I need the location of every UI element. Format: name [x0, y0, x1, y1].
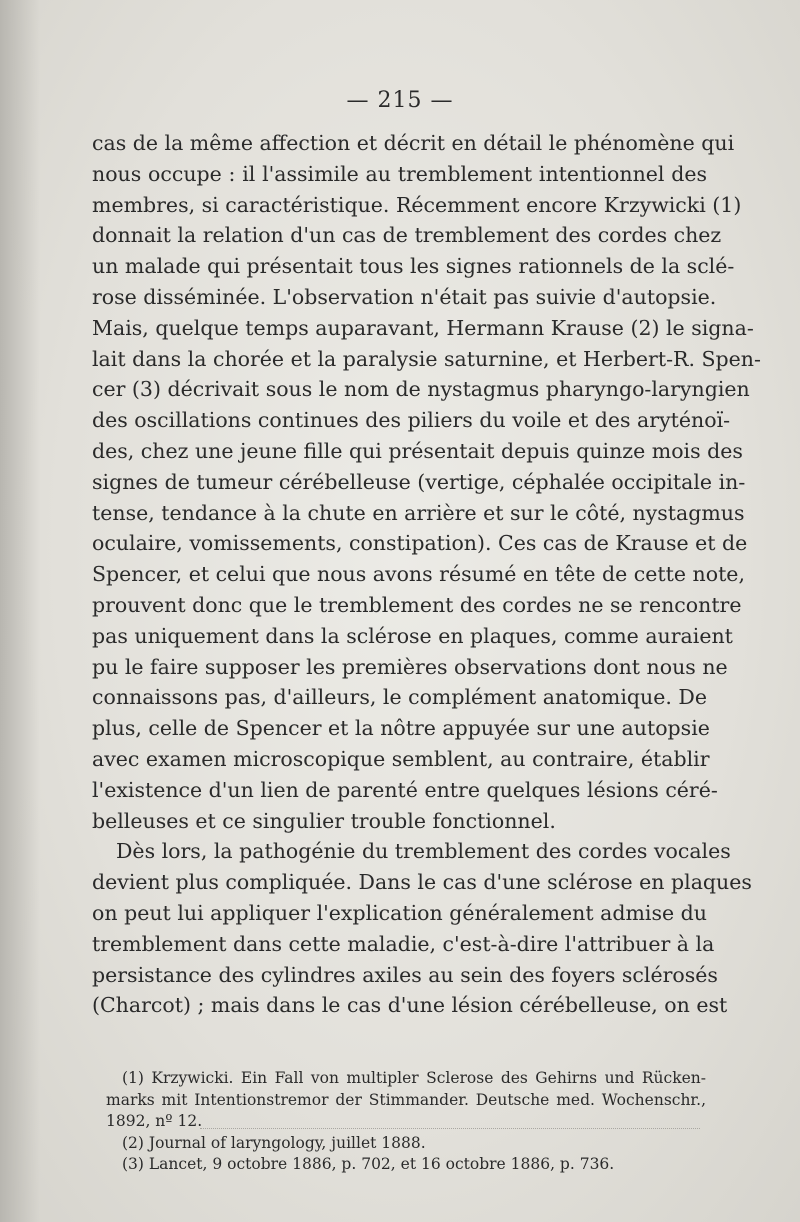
footnote-line: (1) Krzywicki. Ein Fall von multipler Sclerose des Gehirns und Rücken- — [122, 1069, 706, 1087]
text-line: donnait la relation d'un cas de tremblement des cordes chez — [92, 223, 722, 248]
text-line: avec examen microscopique semblent, au contraire, établir — [92, 746, 710, 771]
text-line: (Charcot) ; mais dans le cas d'une lésion cérébelleuse, on est — [92, 993, 728, 1018]
footnote-line: marks mit Intentionstremor der Stimmander. Deutsche med. Wochenschr., — [106, 1090, 706, 1109]
text-line: plus, celle de Spencer et la nôtre appuyée sur une autopsie — [92, 716, 710, 741]
page-number: — 215 — — [346, 88, 454, 113]
body-text — [92, 128, 761, 1021]
text-line: des oscillations continues des piliers du voile et des aryténoï- — [92, 408, 731, 433]
text-line: un malade qui présentait tous les signes rationnels de la sclé- — [92, 254, 735, 279]
text-line: tense, tendance à la chute en arrière et sur le côté, nystagmus — [92, 500, 745, 525]
text-line: cer (3) décrivait sous le nom de nystagmus pharyngo-laryngien — [92, 377, 750, 402]
text-line: devient plus compliquée. Dans le cas d'une sclérose en plaques — [92, 870, 752, 895]
text-line: l'existence d'un lien de parenté entre quelques lésions céré- — [92, 777, 718, 802]
text-line: pu le faire supposer les premières observations dont nous ne — [92, 654, 728, 679]
text-line: belleuses et ce singulier trouble fonctionnel. — [92, 808, 556, 833]
text-line: des, chez une jeune fille qui présentait depuis quinze mois des — [92, 438, 743, 463]
footnote-line: (2) Journal of laryngology, juillet 1888. — [122, 1133, 426, 1152]
text-line: lait dans la chorée et la paralysie saturnine, et Herbert-R. Spen- — [92, 346, 761, 371]
text-line: Mais, quelque temps auparavant, Hermann Krause (2) le signa- — [92, 315, 754, 340]
text-line: rose disséminée. L'observation n'était pas suivie d'autopsie. — [92, 284, 717, 309]
text-line: connaissons pas, d'ailleurs, le complément anatomique. De — [92, 685, 707, 710]
text-line: Spencer, et celui que nous avons résumé en tête de cette note, — [92, 562, 745, 587]
footnote-line: (3) Lancet, 9 octobre 1886, p. 702, et 16 octobre 1886, p. 736. — [122, 1155, 615, 1173]
text-line: prouvent donc que le tremblement des cordes ne se rencontre — [92, 592, 742, 617]
text-line: pas uniquement dans la sclérose en plaques, comme auraient — [92, 623, 733, 648]
text-line: signes de tumeur cérébelleuse (vertige, céphalée occipitale in- — [92, 469, 746, 494]
text-line: nous occupe : il l'assimile au tremblement intentionnel des — [92, 161, 707, 186]
footnote-line: 1892, nº 12. — [106, 1112, 203, 1130]
text-line: on peut lui appliquer l'explication généralement admise du — [92, 900, 707, 925]
text-line: persistance des cylindres axiles au sein des foyers sclérosés — [92, 962, 718, 987]
footnotes — [106, 1068, 706, 1176]
text-line: oculaire, vomissements, constipation). Ces cas de Krause et de — [92, 531, 748, 556]
text-line: cas de la même affection et décrit en détail le phénomène qui — [92, 131, 735, 155]
text-line: tremblement dans cette maladie, c'est-à-dire l'attribuer à la — [92, 931, 715, 956]
text-line: Dès lors, la pathogénie du tremblement des cordes vocales — [116, 839, 731, 864]
text-line: membres, si caractéristique. Récemment encore Krzywicki (1) — [92, 192, 742, 217]
